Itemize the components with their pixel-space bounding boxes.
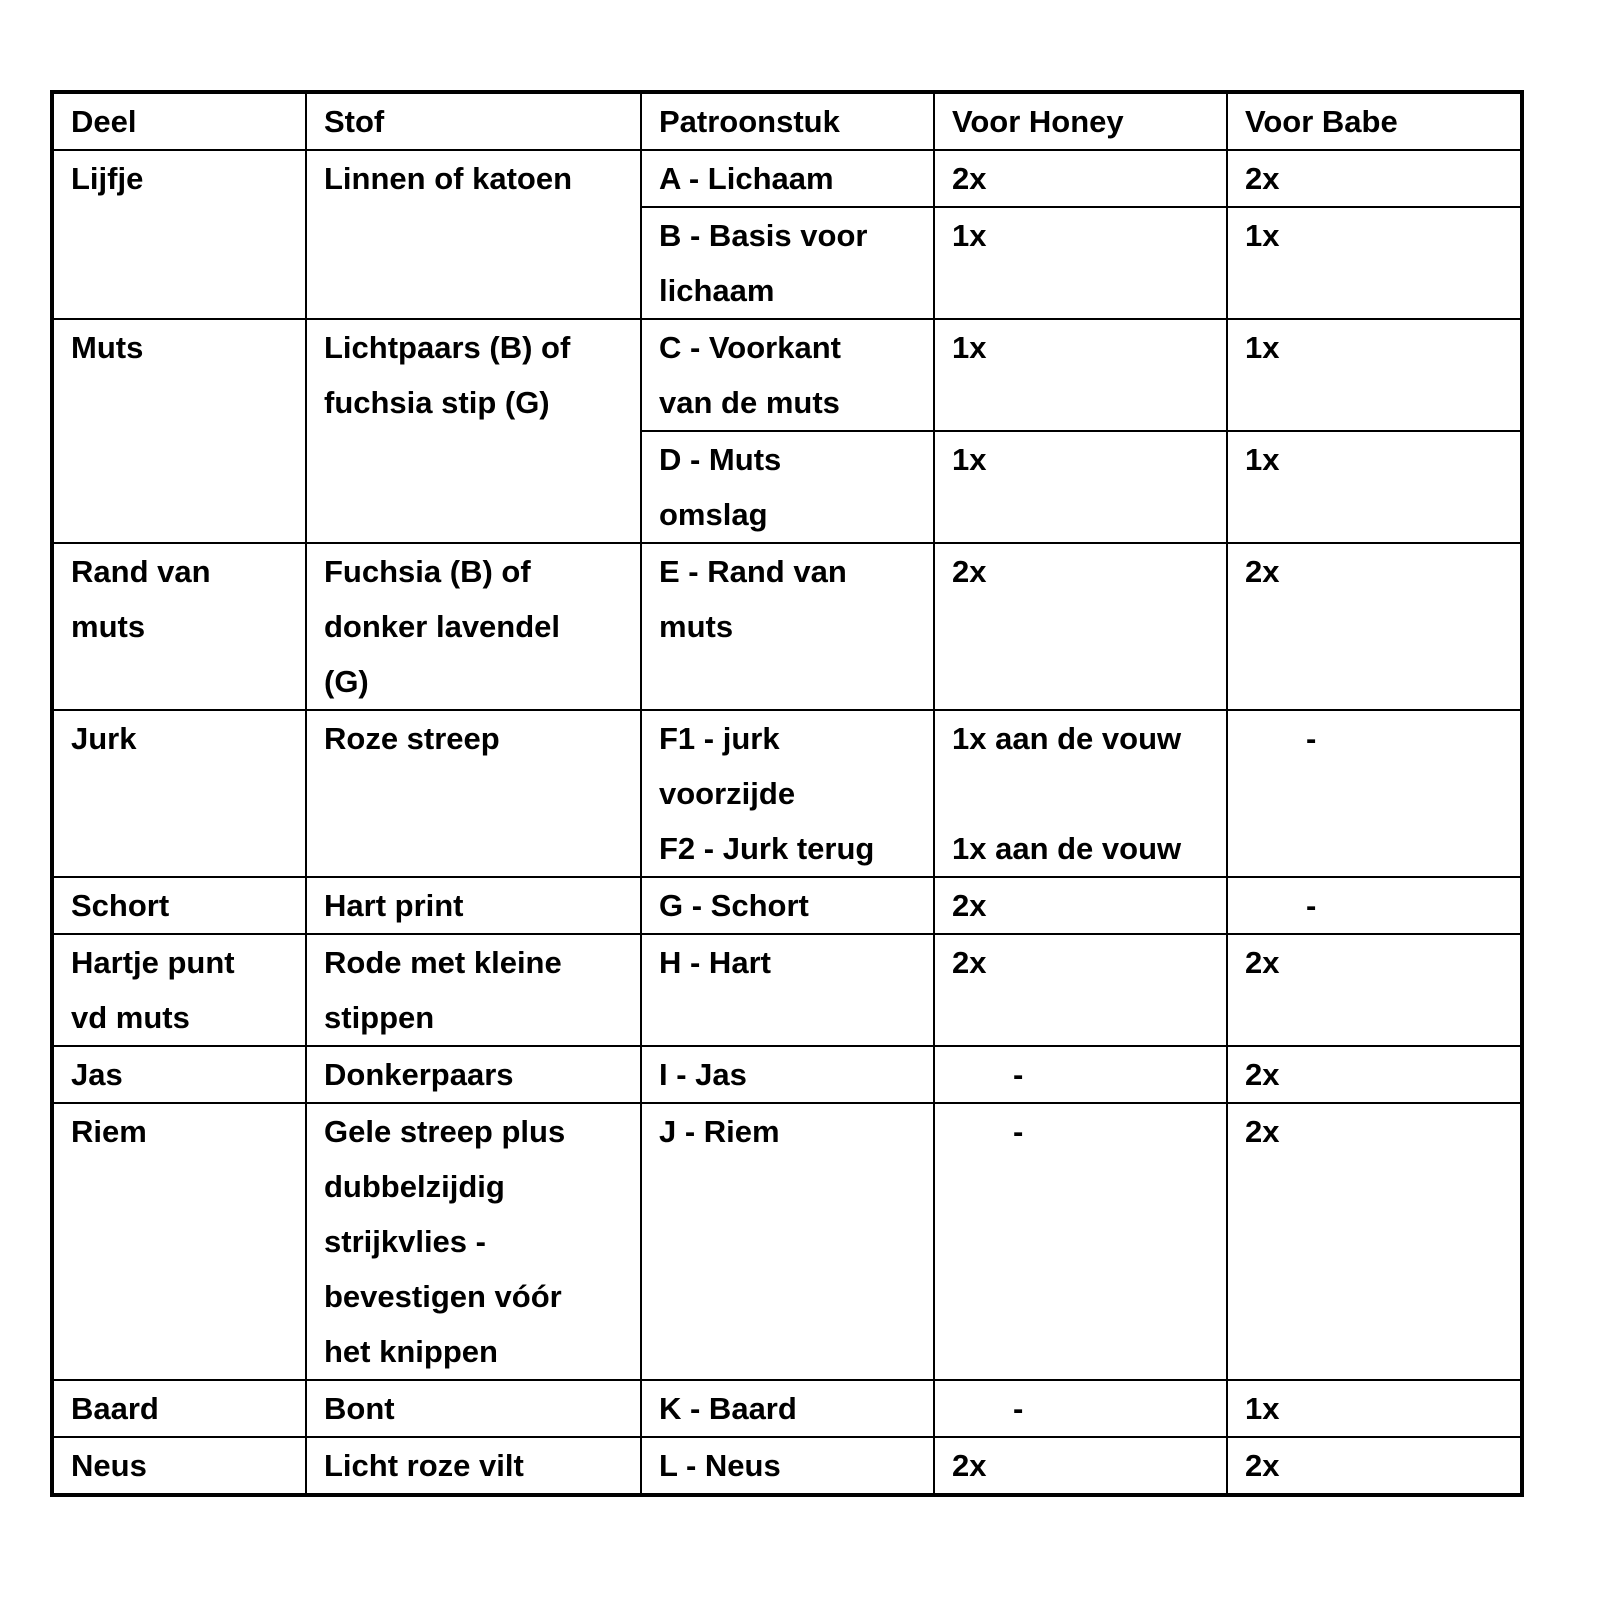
- cell-voor-honey: -: [934, 1046, 1227, 1103]
- cell-voor-babe: 2x: [1227, 1046, 1522, 1103]
- cell-patroonstuk: D - Muts omslag: [641, 431, 934, 543]
- cell-patroonstuk: G - Schort: [641, 877, 934, 934]
- cell-stof: Bont: [306, 1380, 641, 1437]
- header-patroonstuk: Patroonstuk: [641, 92, 934, 150]
- cell-deel: Jas: [52, 1046, 306, 1103]
- cell-deel: Jurk: [52, 710, 306, 877]
- cell-voor-babe: 2x: [1227, 150, 1522, 207]
- table-row: [52, 150, 1522, 207]
- cell-stof: Licht roze vilt: [306, 1437, 641, 1495]
- cell-patroonstuk: K - Baard: [641, 1380, 934, 1437]
- cell-voor-honey: 1x aan de vouw 1x aan de vouw: [934, 710, 1227, 877]
- cell-stof: Fuchsia (B) of donker lavendel (G): [306, 543, 641, 710]
- cell-deel: Rand van muts: [52, 543, 306, 710]
- table-row: [52, 1103, 1522, 1380]
- cell-voor-babe: 2x: [1227, 1103, 1522, 1380]
- table-row: [52, 1437, 1522, 1495]
- header-deel: Deel: [52, 92, 306, 150]
- cell-voor-honey: -: [934, 1380, 1227, 1437]
- cell-deel: Muts: [52, 319, 306, 543]
- cell-voor-babe: 1x: [1227, 207, 1522, 319]
- cell-voor-babe: 2x: [1227, 543, 1522, 710]
- header-voor-babe: Voor Babe: [1227, 92, 1522, 150]
- cell-stof: Hart print: [306, 877, 641, 934]
- cell-stof: Roze streep: [306, 710, 641, 877]
- cell-deel: Neus: [52, 1437, 306, 1495]
- cell-stof: Rode met kleine stippen: [306, 934, 641, 1046]
- cell-voor-babe: 2x: [1227, 934, 1522, 1046]
- cell-deel: Hartje punt vd muts: [52, 934, 306, 1046]
- cell-stof: Gele streep plus dubbelzijdig strijkvlies - bevestigen vóór het knippen: [306, 1103, 641, 1380]
- table-row: [52, 319, 1522, 431]
- cell-deel: Schort: [52, 877, 306, 934]
- cell-stof: Linnen of katoen: [306, 150, 641, 319]
- cell-patroonstuk: H - Hart: [641, 934, 934, 1046]
- header-stof: Stof: [306, 92, 641, 150]
- cell-voor-honey: -: [934, 1103, 1227, 1380]
- cell-patroonstuk: L - Neus: [641, 1437, 934, 1495]
- table-row: [52, 543, 1522, 710]
- cell-stof: Donkerpaars: [306, 1046, 641, 1103]
- cell-patroonstuk: C - Voorkant van de muts: [641, 319, 934, 431]
- cell-patroonstuk: J - Riem: [641, 1103, 934, 1380]
- table-row: [52, 710, 1522, 877]
- cell-patroonstuk: I - Jas: [641, 1046, 934, 1103]
- header-voor-honey: Voor Honey: [934, 92, 1227, 150]
- cell-voor-honey: 2x: [934, 877, 1227, 934]
- cell-voor-babe: 1x: [1227, 319, 1522, 431]
- cell-voor-honey: 2x: [934, 543, 1227, 710]
- cell-voor-babe: 1x: [1227, 1380, 1522, 1437]
- cell-voor-honey: 2x: [934, 1437, 1227, 1495]
- cell-patroonstuk: A - Lichaam: [641, 150, 934, 207]
- cell-voor-babe: 2x: [1227, 1437, 1522, 1495]
- cell-patroonstuk: B - Basis voor lichaam: [641, 207, 934, 319]
- cell-deel: Riem: [52, 1103, 306, 1380]
- cell-voor-babe: -: [1227, 877, 1522, 934]
- cell-deel: Lijfje: [52, 150, 306, 319]
- table-row: [52, 934, 1522, 1046]
- cell-deel: Baard: [52, 1380, 306, 1437]
- cell-stof: Lichtpaars (B) of fuchsia stip (G): [306, 319, 641, 543]
- table-row: [52, 1046, 1522, 1103]
- cell-voor-honey: 1x: [934, 431, 1227, 543]
- table-row: [52, 877, 1522, 934]
- header-row: [52, 92, 1522, 150]
- cell-voor-babe: 1x: [1227, 431, 1522, 543]
- cell-voor-honey: 1x: [934, 319, 1227, 431]
- cell-patroonstuk: F1 - jurk voorzijde F2 - Jurk terug: [641, 710, 934, 877]
- cell-patroonstuk: E - Rand van muts: [641, 543, 934, 710]
- cell-voor-honey: 2x: [934, 934, 1227, 1046]
- cell-voor-honey: 2x: [934, 150, 1227, 207]
- pattern-pieces-table: [50, 90, 1524, 1497]
- table-row: [52, 1380, 1522, 1437]
- cell-voor-babe: -: [1227, 710, 1522, 877]
- cell-voor-honey: 1x: [934, 207, 1227, 319]
